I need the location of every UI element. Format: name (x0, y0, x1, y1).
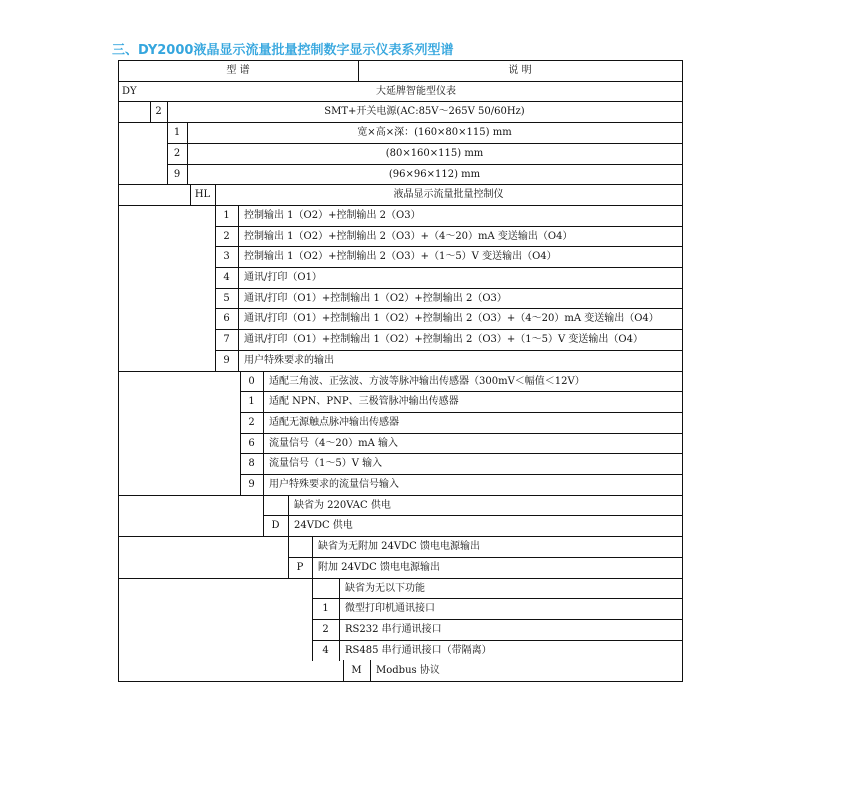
inputs-code: 2 (248, 417, 255, 428)
comm-description: 微型打印机通讯接口 (345, 603, 435, 614)
supply-code (263, 496, 288, 516)
table-bottom-border (118, 681, 683, 682)
comm-code: 4 (322, 645, 329, 656)
size-code: 9 (173, 169, 181, 180)
outputs-description: 通讯/打印（O1） (244, 272, 322, 283)
outputs-code: 5 (223, 293, 230, 304)
comm-description: RS485 串行通讯接口（带隔离） (345, 645, 492, 656)
inputs-code: 8 (248, 458, 255, 469)
size-description: 宽×高×深：(160×80×115) mm (357, 127, 512, 138)
outputs-description: 控制输出 1（O2）+控制输出 2（O3）+（4～20）mA 变送输出（O4） (244, 231, 573, 242)
inputs-description: 适配无源触点脉冲输出传感器 (269, 417, 399, 428)
inputs-code: 9 (248, 479, 255, 490)
comm-code: 2 (322, 624, 329, 635)
comm-code (312, 579, 339, 599)
inputs-description: 流量信号（1～5）V 输入 (269, 458, 383, 469)
hl-code: HL (194, 189, 211, 200)
document-title: 三、DY2000液晶显示流量批量控制数字显示仪表系列型谱 (112, 43, 454, 58)
inputs-description: 适配 NPN、PNP、三极管脉冲输出传感器 (269, 396, 459, 407)
comm-code: 1 (322, 603, 329, 614)
outputs-description: 用户特殊要求的输出 (244, 355, 334, 366)
outputs-description: 通讯/打印（O1）+控制输出 1（O2）+控制输出 2（O3）+（1～5）V 变送输出（O4） (244, 334, 643, 345)
feed-code (288, 537, 312, 557)
header-description: 说 明 (508, 65, 532, 76)
size-description: (80×160×115) mm (385, 148, 484, 159)
outputs-code: 2 (223, 231, 230, 242)
comm-description: RS232 串行通讯接口 (345, 624, 442, 635)
outputs-code: 7 (223, 334, 230, 345)
modbus-code: M (351, 665, 362, 676)
modbus-description: Modbus 协议 (376, 665, 440, 676)
inputs-code: 0 (248, 376, 255, 387)
power-description: SMT+开关电源(AC:85V～265V 50/60Hz) (324, 106, 525, 117)
dy-code: DY (122, 86, 137, 97)
table-rule (370, 660, 371, 682)
size-code: 1 (173, 127, 181, 138)
outputs-description: 通讯/打印（O1）+控制输出 1（O2）+控制输出 2（O3）+（4～20）mA 变送输出（O4） (244, 313, 659, 324)
outputs-description: 通讯/打印（O1）+控制输出 1（O2）+控制输出 2（O3） (244, 293, 507, 304)
outputs-code: 3 (223, 251, 230, 262)
dy-description: 大延牌智能型仪表 (376, 86, 456, 97)
size-description: (96×96×112) mm (388, 169, 481, 180)
inputs-code: 1 (248, 396, 255, 407)
supply-code: D (271, 520, 280, 531)
outputs-code: 9 (223, 355, 230, 366)
supply-description: 24VDC 供电 (294, 520, 353, 531)
outputs-code: 6 (223, 313, 230, 324)
hl-description: 液晶显示流量批量控制仪 (393, 189, 504, 200)
outputs-description: 控制输出 1（O2）+控制输出 2（O3） (244, 210, 421, 221)
power-code: 2 (155, 106, 162, 117)
feed-description: 缺省为无附加 24VDC 馈电电源输出 (318, 541, 480, 552)
feed-code: P (296, 562, 304, 573)
inputs-description: 流量信号（4～20）mA 输入 (269, 438, 398, 449)
inputs-description: 适配三角波、正弦波、方波等脉冲输出传感器（300mV＜幅值＜12V） (269, 376, 585, 387)
feed-description: 附加 24VDC 馈电电源输出 (318, 562, 440, 573)
supply-description: 缺省为 220VAC 供电 (294, 500, 391, 511)
comm-description: 缺省为无以下功能 (345, 583, 425, 594)
table-rule (288, 495, 289, 537)
size-code: 2 (173, 148, 181, 159)
outputs-description: 控制输出 1（O2）+控制输出 2（O3）+（1～5）V 变送输出（O4） (244, 251, 557, 262)
outputs-code: 4 (223, 272, 230, 283)
inputs-description: 用户特殊要求的流量信号输入 (269, 479, 399, 490)
header-model: 型 谱 (226, 65, 250, 76)
outputs-code: 1 (223, 210, 230, 221)
inputs-code: 6 (248, 438, 255, 449)
